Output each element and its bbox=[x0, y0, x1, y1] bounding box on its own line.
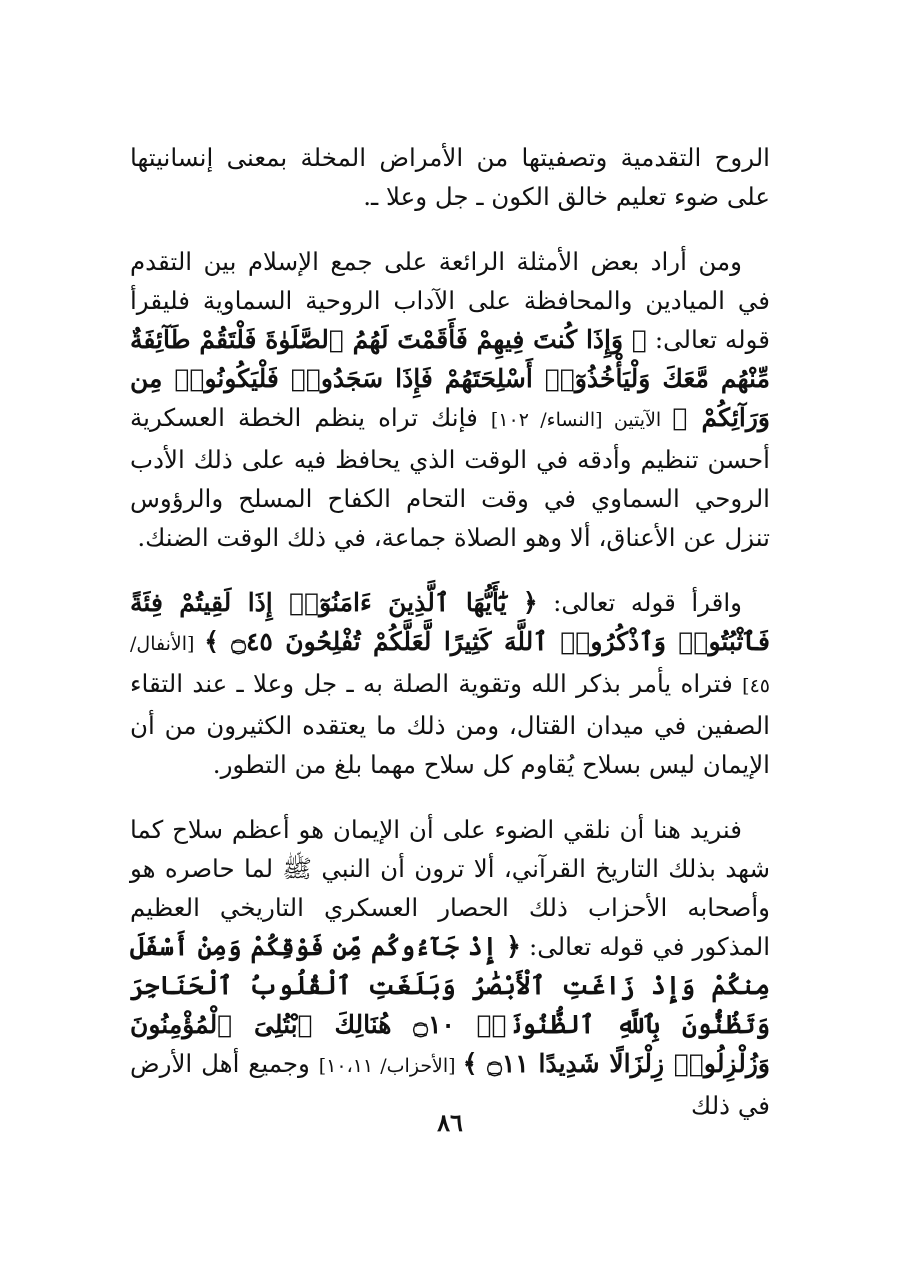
quran-verse-an-nisa: ﴿ وَإِذَا كُنتَ فِيهِمْ فَأَقَمْتَ لَهُمُ ٱلصَّلَوٰةَ فَلْتَقُمْ طَآئِفَةٌ مِّنْهُم مَّعَكَ وَلْيَأْخُذُوٓا۟ أَسْلِحَتَهُمْ فَإِذَا سَجَدُوا۟ فَلْيَكُونُوا۟ مِن وَرَآئِكُمْ ﴾ bbox=[130, 325, 770, 432]
page-number: ٨٦ bbox=[437, 1108, 463, 1137]
verse-reference: الآيتين [النساء/ ١٠٢] bbox=[490, 409, 673, 431]
paragraph-4 bbox=[130, 810, 770, 1125]
paragraph-text: وجميع أهل الأرض في ذلك bbox=[130, 1049, 770, 1120]
page-body bbox=[130, 138, 770, 1151]
paragraph-text: واقرأ قوله تعالى: bbox=[537, 588, 743, 617]
quran-verse-al-ahzab: ﴿ إِذْ جَآءُوكُم مِّن فَوْقِكُمْ وَمِنْ أَسْفَلَ مِنكُمْ وَإِذْ زَاغَتِ ٱلْأَبْصَٰرُ وَبَلَغَتِ ٱلْقُلُوبُ ٱلْحَنَاجِرَ وَتَظُنُّونَ بِٱللَّهِ ٱلظُّنُونَا۠ ۝١٠ هُنَالِكَ ٱبْتُلِىَ ٱلْمُؤْمِنُونَ وَزُلْزِلُوا۟ زِلْزَالًا شَدِيدًا ۝١١ ﴾ bbox=[130, 932, 770, 1078]
paragraph-text: فإنك تراه ينظم الخطة العسكرية أحسن تنظيم وأدقه في الوقت الذي يحافظ فيه على ذلك الأدب الروحي السماوي في وقت التحام الكفاح المسلح والرؤوس تنزل عن الأعناق، ألا وهو الصلاة جماعة، في ذلك الوقت الضنك. bbox=[130, 403, 770, 552]
verse-reference: [الأحزاب/ ١٠،١١] bbox=[318, 1055, 463, 1077]
paragraph-text: فنريد هنا أن نلقي الضوء على أن الإيمان هو أعظم سلاح كما شهد بذلك التاريخ القرآني، ألا ترون أن النبي ﷺ لما حاصره هو وأصحابه الأحزاب ذلك الحصار العسكري التاريخي العظيم المذكور في قوله تعالى: bbox=[130, 815, 770, 961]
paragraph-text: ومن أراد بعض الأمثلة الرائعة على جمع الإسلام بين التقدم في الميادين والمحافظة على الآداب الروحية السماوية فليقرأ قوله تعالى: bbox=[130, 247, 770, 354]
quran-verse-al-anfal: ﴿ يَٰٓأَيُّهَا ٱلَّذِينَ ءَامَنُوٓا۟ إِذَا لَقِيتُمْ فِئَةً فَٱثْبُتُوا۟ وَٱذْكُرُوا۟ ٱللَّهَ كَثِيرًا لَّعَلَّكُمْ تُفْلِحُونَ ۝٤٥ ﴾ bbox=[130, 588, 770, 656]
paragraph-2 bbox=[130, 242, 770, 557]
paragraph-text: الروح التقدمية وتصفيتها من الأمراض المخلة بمعنى إنسانيتها على ضوء تعليم خالق الكون ـ جل وعلا ـ. bbox=[130, 143, 770, 211]
paragraph-text: فتراه يأمر بذكر الله وتقوية الصلة به ـ جل وعلا ـ عند التقاء الصفين في ميدان القتال، ومن ذلك ما يعتقده الكثيرون من أن الإيمان ليس بسلاح يُقاوم كل سلاح مهما بلغ من التطور. bbox=[130, 669, 770, 779]
paragraph-1 bbox=[130, 138, 770, 216]
verse-reference: [الأنفال/ ٤٥] bbox=[130, 633, 770, 697]
paragraph-3 bbox=[130, 583, 770, 784]
